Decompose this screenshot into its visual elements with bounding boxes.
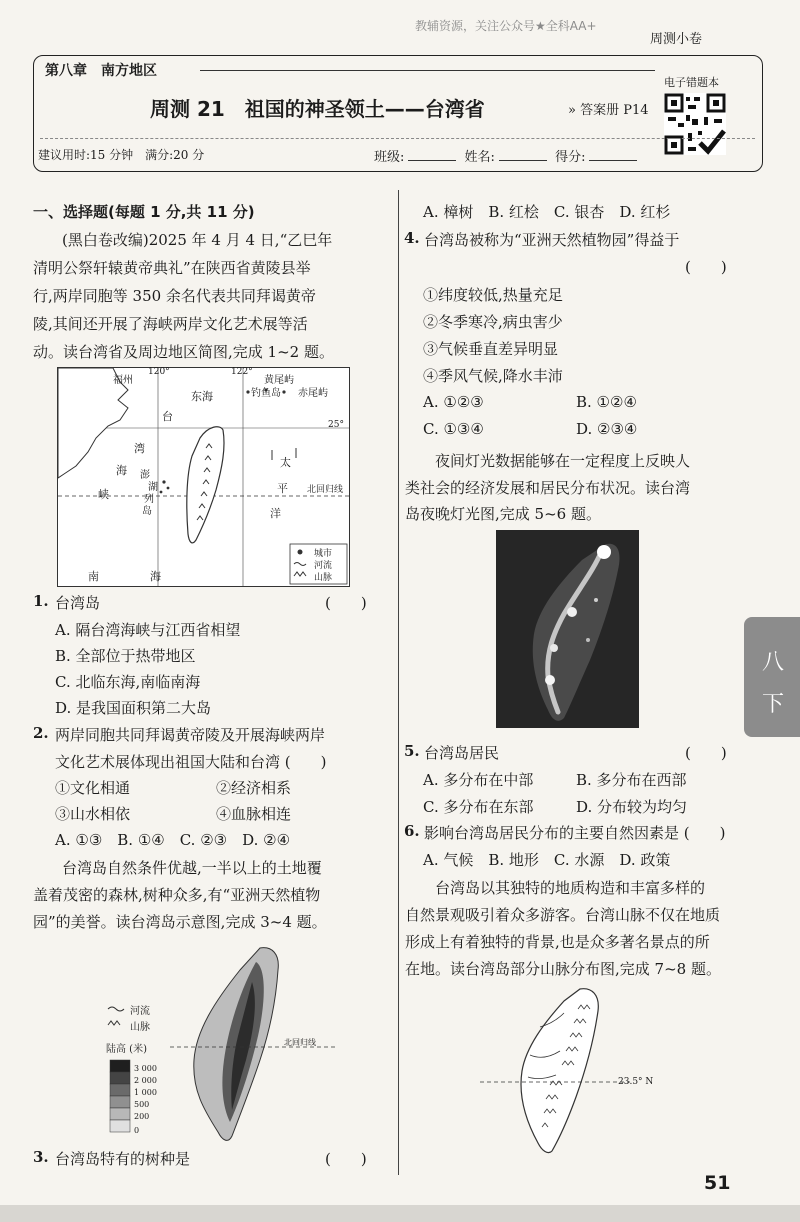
haixia-label-2: 峡 <box>98 488 109 501</box>
nanhai-label-2: 海 <box>150 570 161 583</box>
elevation-500: 500 <box>134 1100 150 1109</box>
page-title: 周测 21 祖国的神圣领土——台湾省 <box>150 97 485 121</box>
intro-line-2: 清明公祭轩辕黄帝典礼”在陕西省黄陵县举 <box>33 259 311 277</box>
name-label: 姓名: <box>464 150 495 165</box>
elevation-legend-title: 陆高 (米) <box>106 1044 147 1055</box>
q5-option-b[interactable]: B. 多分布在西部 <box>576 771 687 789</box>
q1-option-b[interactable]: B. 全部位于热带地区 <box>55 647 196 665</box>
para3-line-3: 岛夜晚灯光图,完成 5~6 题。 <box>405 505 601 523</box>
student-fields <box>374 146 641 165</box>
tai-label: 台 <box>162 410 173 423</box>
chapter-divider <box>200 70 655 71</box>
elevation-200: 200 <box>134 1112 150 1121</box>
q4-option-c[interactable]: C. ①③④ <box>423 420 484 438</box>
series-label: 周测小卷 <box>650 32 703 47</box>
q6-stem[interactable]: 影响台湾岛居民分布的主要自然因素是 ( ) <box>424 824 726 842</box>
section-heading: 一、选择题(每题 1 分,共 11 分) <box>33 203 255 221</box>
legend-mountain: 山脉 <box>314 573 333 583</box>
penghu-label-1: 澎 <box>140 470 150 481</box>
yang-ocean-label: 洋 <box>270 507 281 520</box>
donghai-label: 东海 <box>191 390 213 403</box>
ping-ocean-label: 平 <box>277 482 288 495</box>
column-divider <box>398 190 399 1175</box>
q2-statement-4: ④血脉相连 <box>216 805 292 823</box>
elevation-2000: 2 000 <box>134 1076 157 1085</box>
q4-statement-3: ③气候垂直差异明显 <box>423 340 559 358</box>
q2-statement-2: ②经济相系 <box>216 779 292 797</box>
lat-25-label: 25° <box>328 420 344 430</box>
score-label: 得分: <box>555 150 586 165</box>
name-field[interactable] <box>499 160 547 161</box>
q3-choices[interactable]: A. 樟树 B. 红桧 C. 银杏 D. 红杉 <box>423 203 671 221</box>
q1-stem: 台湾岛 <box>55 594 101 612</box>
q1-option-c[interactable]: C. 北临东海,南临南海 <box>55 673 201 691</box>
para4-line-1: 台湾岛以其独特的地质构造和丰富多样的 <box>435 879 706 897</box>
q3-answer-blank[interactable]: ( ) <box>325 1150 367 1168</box>
huangwei-label: 黄尾屿 <box>264 375 294 386</box>
q1-option-a[interactable]: A. 隔台湾海峡与江西省相望 <box>55 621 241 639</box>
side-tab-char-2: 下 <box>762 692 785 717</box>
map4-latitude-label: 23.5° N <box>618 1077 654 1087</box>
q2-number: 2. <box>33 724 49 742</box>
q5-option-a[interactable]: A. 多分布在中部 <box>423 771 534 789</box>
intro-line-5: 动。读台湾省及周边地区简图,完成 1~2 题。 <box>33 343 334 361</box>
q2-statement-3: ③山水相依 <box>55 805 131 823</box>
night-lights-graphic <box>496 530 639 728</box>
penghu-label-4: 岛 <box>142 506 152 517</box>
promo-tag: 教辅资源，关注公众号★全科AA+ <box>415 19 597 33</box>
taiwan-region-map <box>57 367 350 587</box>
q2-stem-2[interactable]: 文化艺术展体现出祖国大陆和台湾 ( ) <box>55 753 327 771</box>
lon-122-label: 122° <box>231 367 253 377</box>
chapter-label: 第八章 南方地区 <box>45 63 157 79</box>
penghu-label-3: 列 <box>144 494 154 505</box>
q2-statement-1: ①文化相通 <box>55 779 131 797</box>
q3-number: 3. <box>33 1148 49 1166</box>
page-number: 51 <box>704 1172 731 1194</box>
haixia-label-1: 海 <box>116 464 127 477</box>
para4-line-4: 在地。读台湾岛部分山脉分布图,完成 7~8 题。 <box>405 960 721 978</box>
para2-line-3: 园”的美誉。读台湾岛示意图,完成 3~4 题。 <box>33 913 327 931</box>
qr-label: 电子错题本 <box>664 76 719 89</box>
q1-option-d[interactable]: D. 是我国面积第二大岛 <box>55 699 212 717</box>
q3-stem: 台湾岛特有的树种是 <box>55 1150 191 1168</box>
map2-mountain-legend: 山脉 <box>130 1022 150 1033</box>
q2-stem-1: 两岸同胞共同拜谒黄帝陵及开展海峡两岸 <box>55 726 326 744</box>
map2-tropic-label: 北回归线 <box>284 1038 316 1047</box>
para4-line-3: 形成上有着独特的背景,也是众多著名景点的所 <box>405 933 710 951</box>
para2-line-2: 盖着茂密的森林,树种众多,有“亚洲天然植物 <box>33 886 321 904</box>
taiwan-mountain-map <box>480 985 660 1155</box>
legend-river: 河流 <box>314 561 333 571</box>
para3-line-2: 类社会的经济发展和居民分布状况。读台湾 <box>405 479 691 497</box>
answer-reference: » 答案册 P14 <box>568 103 649 118</box>
q4-statement-2: ②冬季寒冷,病虫害少 <box>423 313 563 331</box>
q5-option-d[interactable]: D. 分布较为均匀 <box>576 798 688 816</box>
penghu-label-2: 湖 <box>148 482 158 493</box>
q2-choices[interactable]: A. ①③ B. ①④ C. ②③ D. ②④ <box>55 831 291 849</box>
header-dashed-divider <box>40 138 755 139</box>
qr-code-icon[interactable] <box>664 93 726 155</box>
elevation-0: 0 <box>134 1126 140 1135</box>
chiwei-label: 赤尾屿 <box>298 388 328 399</box>
intro-line-3: 行,两岸同胞等 350 余名代表共同拜谒黄帝 <box>33 287 316 305</box>
side-tab-char-1: 八 <box>762 650 785 675</box>
q6-number: 6. <box>404 822 420 840</box>
map4-graphic <box>480 985 660 1155</box>
para4-line-2: 自然景观吸引着众多游客。台湾山脉不仅在地质 <box>405 906 721 924</box>
q5-option-c[interactable]: C. 多分布在东部 <box>423 798 534 816</box>
q6-choices[interactable]: A. 气候 B. 地形 C. 水源 D. 政策 <box>423 851 671 869</box>
elevation-3000: 3 000 <box>134 1064 157 1073</box>
nanhai-label-1: 南 <box>88 570 99 583</box>
q1-number: 1. <box>33 592 49 610</box>
q1-answer-blank[interactable]: ( ) <box>325 594 367 612</box>
elevation-1000: 1 000 <box>134 1088 157 1097</box>
map2-river-legend: 河流 <box>130 1006 150 1017</box>
score-field[interactable] <box>589 160 637 161</box>
q4-answer-blank[interactable]: ( ) <box>685 258 727 276</box>
lon-120-label: 120° <box>148 367 170 377</box>
taiwan-elevation-map <box>100 940 350 1145</box>
q4-option-d[interactable]: D. ②③④ <box>576 420 638 438</box>
intro-line-4: 陵,其间还开展了海峡两岸文化艺术展等活 <box>33 315 308 333</box>
grade-side-tab[interactable] <box>744 617 800 737</box>
q4-statement-1: ①纬度较低,热量充足 <box>423 286 563 304</box>
legend-city: 城市 <box>314 549 333 559</box>
fuzhou-label: 福州 <box>113 375 133 386</box>
class-field[interactable] <box>408 160 456 161</box>
class-label: 班级: <box>374 150 405 165</box>
para2-line-1: 台湾岛自然条件优越,一半以上的土地覆 <box>62 859 322 877</box>
wan-label: 湾 <box>134 442 145 455</box>
q4-statement-4: ④季风气候,降水丰沛 <box>423 367 563 385</box>
q4-number: 4. <box>404 229 420 247</box>
q5-answer-blank[interactable]: ( ) <box>685 744 727 762</box>
bottom-strip <box>0 1205 800 1222</box>
time-score-info: 建议用时:15 分钟 满分:20 分 <box>38 148 205 162</box>
q5-number: 5. <box>404 742 420 760</box>
tai-ocean-label: 太 <box>280 456 291 469</box>
para3-line-1: 夜间灯光数据能够在一定程度上反映人 <box>435 452 691 470</box>
diaoyu-label: 钓鱼岛 <box>251 388 281 399</box>
night-lights-image <box>496 530 639 728</box>
q4-option-a[interactable]: A. ①②③ <box>423 393 484 411</box>
tropic-label: 北回归线 <box>307 485 344 495</box>
q4-stem: 台湾岛被称为“亚洲天然植物园”得益于 <box>424 231 680 249</box>
q4-option-b[interactable]: B. ①②④ <box>576 393 637 411</box>
q5-stem: 台湾岛居民 <box>424 744 500 762</box>
intro-line-1: (黑白卷改编)2025 年 4 月 4 日,“乙巳年 <box>62 231 333 249</box>
